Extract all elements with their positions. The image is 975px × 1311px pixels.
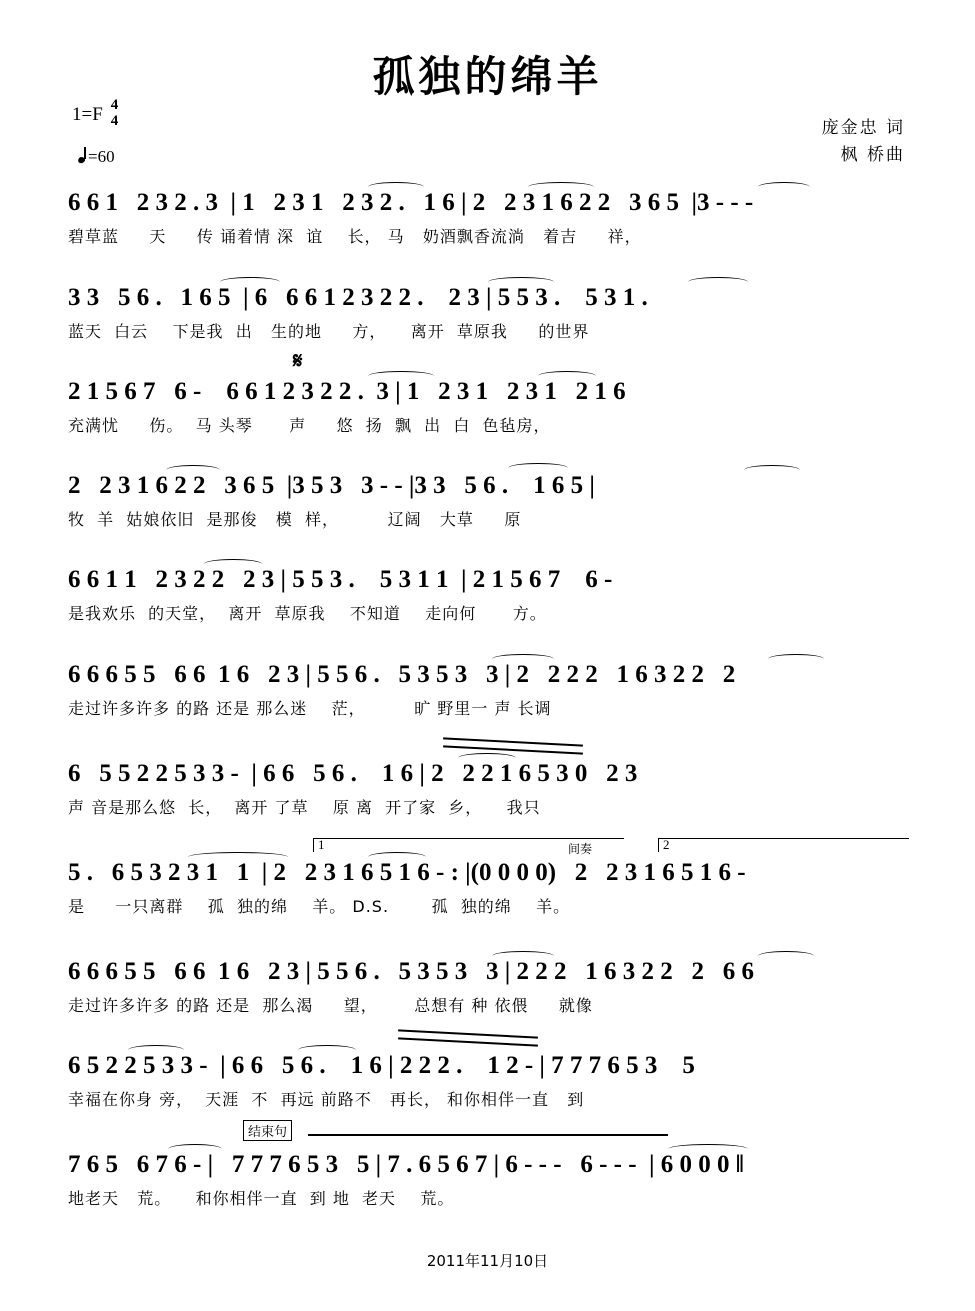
system-6 — [68, 658, 908, 722]
second-ending-label: 2 — [663, 837, 670, 852]
lyricist: 庞金忠 词 — [821, 118, 905, 138]
system-3 — [68, 349, 908, 439]
system-2-lyrics: 蓝天 白云 下是我 出 生的地 方， 离开 草原我 的世界 — [68, 322, 590, 341]
segno-icon: 𝄋 — [293, 349, 303, 374]
beam — [308, 1134, 668, 1136]
first-ending-label: 1 — [318, 837, 325, 852]
system-8-notes: 5 . 6 5 3 2 3 1 1 | 2 2 3 1 6 5 1 6 - : |(0 0 0 0) 2 2 3 1 6 5 1 6 - — [68, 859, 746, 886]
coda-label: 结束句 — [243, 1120, 292, 1141]
system-3-lyrics: 充满忧 伤。 马 头琴 声 悠 扬 飘 出 白 色毡房， — [68, 416, 551, 435]
system-10 — [68, 1049, 908, 1113]
page-title: 孤独的绵羊 — [372, 52, 603, 101]
system-10-lyrics: 幸福在你身 旁， 天涯 不 再远 前路不 再长， 和你相伴一直 到 — [68, 1090, 585, 1109]
time-signature — [111, 98, 119, 130]
time-signature-numerator: 4 — [110, 97, 119, 113]
tempo-value: =60 — [88, 147, 115, 166]
beam — [443, 745, 583, 754]
system-1-notes: 6 6 1 2 3 2 . 3 | 1 2 3 1 2 3 2 . 1 6 | 2 2 3 1 6 2 2 3 6 5 |3 - - - — [68, 189, 754, 216]
system-5-notes: 6 6 1 1 2 3 2 2 2 3 | 5 5 3 . 5 3 1 1 | 2 1 5 6 7 6 - — [68, 566, 613, 593]
system-1-lyrics: 碧草蓝 天 传 诵着情 深 谊 长， 马 奶酒飘香流淌 着吉 祥， — [68, 227, 642, 246]
system-5 — [68, 563, 908, 627]
system-9-notes: 6 6 6 5 5 6 6 1 6 2 3 | 5 5 6 . 5 3 5 3 3 | 2 2 2 1 6 3 2 2 2 6 6 — [68, 958, 755, 985]
quarter-note-icon — [78, 153, 88, 163]
beam — [398, 1029, 538, 1038]
tempo-marking — [78, 147, 115, 167]
system-6-notes: 6 6 6 5 5 6 6 1 6 2 3 | 5 5 6 . 5 3 5 3 3 | 2 2 2 2 1 6 3 2 2 2 — [68, 661, 736, 688]
system-7 — [68, 757, 908, 821]
system-2 — [68, 281, 908, 345]
system-11 — [68, 1125, 908, 1212]
system-8 — [68, 837, 908, 920]
system-5-lyrics: 是我欢乐 的天堂， 离开 草原我 不知道 走向何 方。 — [68, 604, 547, 623]
time-signature-denominator: 4 — [110, 112, 119, 129]
composer: 枫 桥曲 — [840, 145, 905, 166]
system-7-lyrics: 声 音是那么悠 长， 离开 了草 原 离 开了家 乡， 我只 — [68, 798, 541, 817]
system-9-lyrics: 走过许多许多 的路 还是 那么渴 望， 总想有 种 依偎 就像 — [68, 996, 593, 1015]
system-9 — [68, 955, 908, 1019]
system-1 — [68, 186, 908, 250]
system-8-lyrics: 是 一只离群 孤 独的绵 羊。 D.S. 孤 独的绵 羊。 — [68, 897, 571, 916]
system-7-notes: 6 5 5 2 2 5 3 3 - | 6 6 5 6 . 1 6 | 2 2 2 1 6 5 3 0 2 3 — [68, 760, 638, 787]
second-ending-bracket — [658, 838, 909, 852]
system-3-notes: 2 1 5 6 7 6 - 6 6 1 2 3 2 2 . 3 | 1 2 3 1 2 3 1 2 1 6 — [68, 378, 626, 405]
system-4-lyrics: 牧 羊 姑娘依旧 是那俊 模 样， 辽阔 大草 原 — [68, 510, 522, 529]
beam — [443, 737, 583, 746]
credits — [822, 115, 905, 169]
system-2-notes: 3 3 5 6 . 1 6 5 | 6 6 6 1 2 3 2 2 . 2 3 | 5 5 3 . 5 3 1 . — [68, 284, 648, 311]
system-11-notes: 7 6 5 6 7 6 - | 7 7 7 6 5 3 5 | 7 . 6 5 6 7 | 6 - - - 6 - - - | 6 0 0 0 ‖ — [68, 1151, 744, 1178]
key-signature-text: 1=F — [72, 104, 103, 126]
interlude-label: 间奏 — [568, 842, 593, 856]
system-11-lyrics: 地老天 荒。 和你相伴一直 到 地 老天 荒。 — [68, 1189, 455, 1208]
key-signature — [72, 97, 119, 132]
date-footer: 2011年11月10日 — [426, 1252, 549, 1270]
system-4-notes: 2 2 3 1 6 2 2 3 6 5 |3 5 3 3 - - |3 3 5 6 . 1 6 5 | — [68, 472, 595, 499]
system-10-notes: 6 5 2 2 5 3 3 - | 6 6 5 6 . 1 6 | 2 2 2 . 1 2 - | 7 7 7 6 5 3 5 — [68, 1052, 695, 1079]
system-4 — [68, 469, 908, 533]
system-6-lyrics: 走过许多许多 的路 还是 那么迷 茫， 旷 野里一 声 长调 — [68, 699, 552, 718]
beam — [398, 1037, 538, 1046]
